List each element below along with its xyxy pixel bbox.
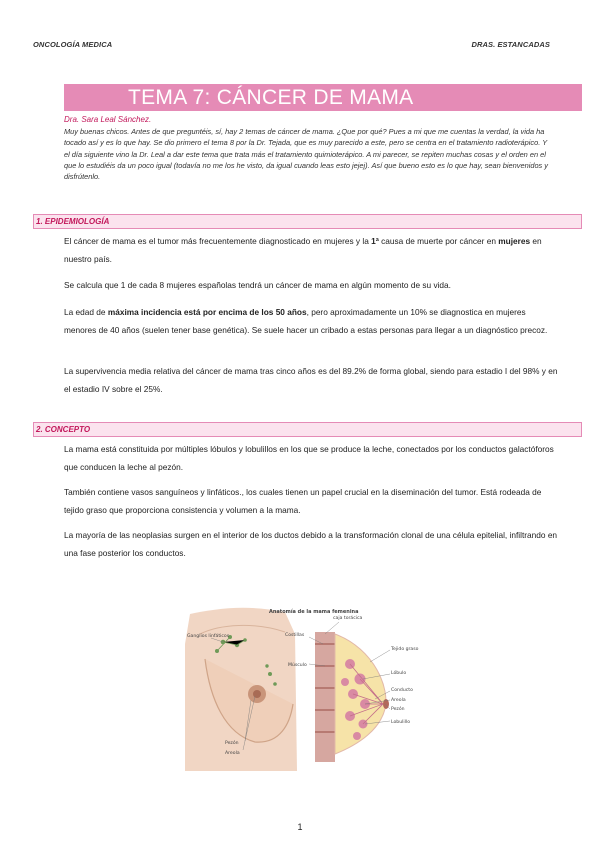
breast-anatomy-figure [185, 604, 419, 771]
paragraph: La supervivencia media relativa del cáncer de mama tras cinco años es del 89.2% de forma global, siendo para estadio I del 98% y en el estadio IV sobre el 25%. [64, 366, 558, 394]
paragraph: Se calcula que 1 de cada 8 mujeres españolas tendrá un cáncer de mama en algún momento de su vida. [64, 280, 451, 290]
header-left: ONCOLOGÍA MEDICA [33, 40, 113, 49]
author: Dra. Sara Leal Sánchez. [64, 115, 152, 124]
torso-illustration [185, 608, 297, 771]
paragraph: El cáncer de mama es el tumor más frecuentemente diagnosticado en mujeres y la 1ª causa de muerte por cáncer en mujeres en nuestro país. [64, 236, 542, 264]
section-heading-epidemiologia: 1. EPIDEMIOLOGÍA [33, 214, 582, 229]
paragraph: La mayoría de las neoplasias surgen en el interior de los ductos debido a la transformación clonal de una célula epitelial, infiltrando en una fase posterior los conductos. [64, 530, 558, 558]
page-title: TEMA 7: CÁNCER DE MAMA [128, 86, 414, 109]
label-caja: caja torácica [333, 616, 363, 621]
label-conducto: Conducto [391, 688, 413, 693]
label-lobulo: Lóbulo [391, 671, 407, 676]
intro-paragraph: Muy buenas chicos. Antes de que preguntéis, sí, hay 2 temas de cáncer de mama. ¿Que por qué? Pues a mi que me cuentas la verdad, la vida ha tocado así y es lo que hay. Se dio primero el tema 8 por la Dr. Tejada, que es muy parecido a este, pero se centra en el tratamiento radioterápico. Y el día siguiente vino la Dr. Leal a dar este tema que trata más el tratamiento quimioterápico. A mi parecer, se repiten muchas cosas y el orden en el que lo estudiéis da un poco igual (todavía no me los he visto, da igual cuando leas esto jejej). Así que bueno esto es lo que hay, sean bienvenidos y disfrútenlo. [64, 127, 548, 182]
label-areola2: Areola [391, 698, 406, 703]
label-pezon2: Pezón [391, 707, 405, 712]
label-pezon: Pezón [225, 741, 239, 746]
paragraph: También contiene vasos sanguíneos y linfáticos., los cuales tienen un papel crucial en la diseminación del tumor. Está rodeada de tejido graso que proporciona consistencia y volumen a la mama. [64, 487, 542, 515]
paragraph: La mama está constituida por múltiples lóbulos y lobulillos en los que se produce la leche, conectados por los conductos galactóforos que conducen la leche al pezón. [64, 444, 554, 472]
label-areola: Areola [225, 751, 240, 756]
label-costillas: Costillas [285, 633, 305, 638]
section-heading-concepto: 2. CONCEPTO [33, 422, 582, 437]
label-ganglios: Ganglios linfáticos [187, 634, 230, 639]
label-tejido: Tejido graso [391, 647, 419, 652]
label-lobulillo: Lobulillo [391, 720, 411, 725]
figure-title: Anatomía de la mama femenina [269, 609, 359, 615]
paragraph: La edad de máxima incidencia está por encima de los 50 años, pero aproximadamente un 10% se diagnostica en mujeres menores de 40 años (suelen tener base genética). Se suele hacer un cribado a estas personas para llegar a un diagnóstico precoz. [64, 307, 548, 335]
label-musculo: Músculo [288, 663, 307, 668]
header-right: DRAS. ESTANCADAS [471, 40, 550, 49]
page-number: 1 [297, 822, 303, 832]
